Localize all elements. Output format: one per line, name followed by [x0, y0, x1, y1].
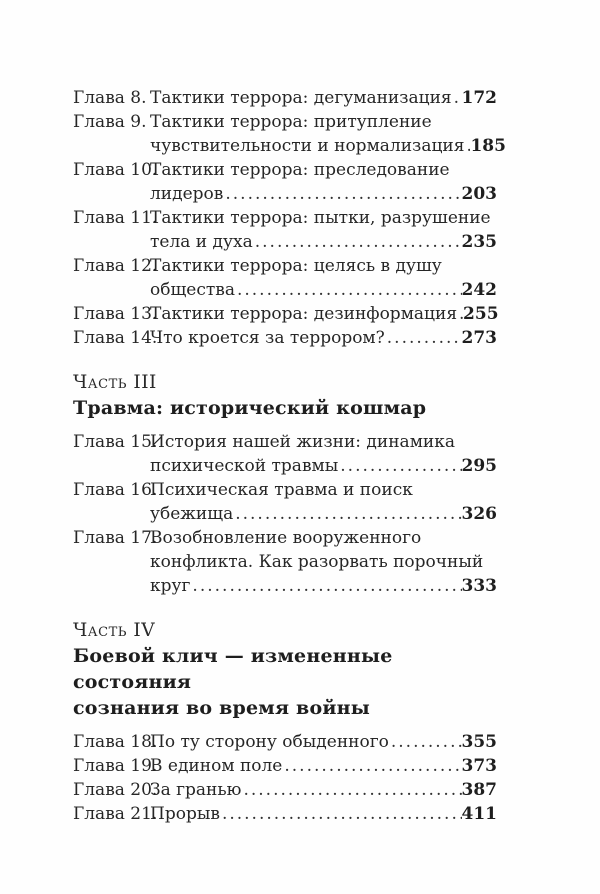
chapter-number-label: Глава 18.: [73, 732, 158, 752]
page-number: 355: [461, 732, 497, 752]
page-number: 172: [461, 88, 497, 108]
chapter-title-line: Тактики террора: притупление: [150, 112, 432, 132]
chapter-list: [73, 730, 497, 826]
chapter-number-label: Глава 13.: [73, 304, 158, 324]
chapter-number-label: Глава 20.: [73, 780, 158, 800]
toc-entry: [73, 302, 497, 326]
toc-entry: [73, 754, 497, 778]
chapter-number-label: Глава 12.: [73, 256, 158, 276]
toc-entry: [73, 778, 497, 802]
chapter-title: [150, 302, 497, 326]
chapter-title-line: Тактики террора: целясь в душу: [150, 256, 442, 276]
toc-entry: [73, 110, 506, 158]
chapter-title-text: лидеров: [150, 184, 224, 204]
chapter-title-text: В едином поле: [150, 756, 283, 776]
toc-entry: [73, 326, 497, 350]
table-of-contents: [73, 86, 506, 826]
toc-section: [73, 86, 506, 350]
page-number: 185: [470, 136, 506, 156]
chapter-number-label: Глава 19.: [73, 756, 158, 776]
dot-leader: [223, 182, 461, 206]
dot-leader: [190, 574, 461, 598]
chapter-title: [150, 158, 497, 206]
chapter-title-text: убежища: [150, 504, 234, 524]
part-label: Часть IV: [73, 620, 156, 641]
dot-leader: [452, 86, 462, 110]
chapter-title-line: Тактики террора: пытки, разрушение: [150, 208, 491, 228]
toc-section: [73, 618, 497, 826]
toc-entry: [73, 478, 497, 526]
dot-leader: [282, 754, 461, 778]
chapter-title-text: За гранью: [150, 780, 242, 800]
page-number: 273: [461, 328, 497, 348]
dot-leader: [338, 454, 461, 478]
chapter-title-line: [150, 230, 497, 254]
chapter-title-text: психической травмы: [150, 456, 339, 476]
toc-entry: [73, 86, 497, 110]
dot-leader: [220, 802, 462, 826]
chapter-title-line: [150, 86, 497, 110]
chapter-title-line: [150, 278, 497, 302]
chapter-number-label: Глава 16.: [73, 480, 158, 500]
page-number: 387: [461, 780, 497, 800]
chapter-number-label: Глава 10.: [73, 160, 158, 180]
dot-leader: [241, 778, 461, 802]
part-title-line: сознания во время войны: [73, 697, 370, 719]
chapter-title-text: Что кроется за террором?: [150, 328, 385, 348]
chapter-title-line: [150, 754, 497, 778]
chapter-title-line: Тактики террора: преследование: [150, 160, 450, 180]
chapter-title-text: Тактики террора: дегуманизация: [150, 88, 452, 108]
dot-leader: [233, 502, 461, 526]
chapter-list: [73, 430, 497, 598]
dot-leader: [389, 730, 462, 754]
part-title: [73, 643, 497, 721]
toc-section: [73, 370, 497, 598]
dot-leader: [385, 326, 462, 350]
dot-leader: [253, 230, 462, 254]
page-number: 255: [463, 304, 499, 324]
chapter-number-label: Глава 21.: [73, 804, 158, 824]
chapter-title: [150, 430, 497, 478]
chapter-title-line: [150, 502, 497, 526]
chapter-title: [150, 754, 497, 778]
chapter-title-line: Психическая травма и поиск: [150, 480, 413, 500]
toc-entry: [73, 526, 497, 598]
chapter-title: [150, 326, 497, 350]
chapter-title-line: История нашей жизни: динамика: [150, 432, 456, 452]
chapter-title: [150, 86, 497, 110]
chapter-title: [150, 778, 497, 802]
chapter-title-line: [150, 134, 506, 158]
chapter-number-label: Глава 17.: [73, 528, 158, 548]
chapter-title: [150, 254, 497, 302]
chapter-title: [150, 802, 497, 826]
part-heading: [73, 618, 497, 721]
toc-entry: [73, 802, 497, 826]
chapter-title-line: [150, 326, 497, 350]
chapter-number-label: Глава 11.: [73, 208, 158, 228]
chapter-title: [150, 478, 497, 526]
chapter-number-label: Глава 15.: [73, 432, 158, 452]
part-title-line: Боевой клич — измененные состояния: [73, 645, 393, 693]
chapter-title: [150, 730, 497, 754]
part-title-line: Травма: исторический кошмар: [73, 397, 427, 419]
page-number: 411: [461, 804, 497, 824]
part-title: [73, 395, 497, 421]
part-heading: [73, 370, 497, 421]
chapter-number-label: Глава 8.: [73, 88, 147, 108]
toc-entry: [73, 730, 497, 754]
chapter-title-line: [150, 574, 497, 598]
chapter-title-line: [150, 182, 497, 206]
chapter-title-line: [150, 802, 497, 826]
chapter-title-text: Тактики террора: дезинформация: [150, 304, 458, 324]
chapter-title-text: круг: [150, 576, 191, 596]
chapter-title: [150, 110, 506, 158]
page-number: 235: [461, 232, 497, 252]
chapter-title-text: Прорыв: [150, 804, 220, 824]
chapter-title: [150, 206, 497, 254]
chapter-title-line: Возобновление вооруженного: [150, 528, 422, 548]
page-number: 333: [461, 576, 497, 596]
chapter-title-text: По ту сторону обыденного: [150, 732, 389, 752]
toc-entry: [73, 254, 497, 302]
chapter-title-line: [150, 778, 497, 802]
chapter-list: [73, 86, 506, 350]
chapter-title-text: общества: [150, 280, 235, 300]
toc-entry: [73, 430, 497, 478]
page-number: 373: [461, 756, 497, 776]
chapter-number-label: Глава 9.: [73, 112, 147, 132]
page-number: 203: [461, 184, 497, 204]
chapter-title-line: конфликта. Как разорвать порочный: [150, 552, 484, 572]
chapter-title-text: чувствительности и нормализация: [150, 136, 465, 156]
page-number: 295: [461, 456, 497, 476]
page-number: 242: [461, 280, 497, 300]
page-number: 326: [461, 504, 497, 524]
part-label: Часть III: [73, 372, 157, 393]
chapter-title-line: [150, 730, 497, 754]
chapter-title-line: [150, 454, 497, 478]
toc-entry: [73, 158, 497, 206]
chapter-title: [150, 526, 497, 598]
dot-leader: [235, 278, 462, 302]
chapter-title-line: [150, 302, 497, 326]
chapter-title-text: тела и духа: [150, 232, 253, 252]
toc-entry: [73, 206, 497, 254]
chapter-number-label: Глава 14.: [73, 328, 158, 348]
